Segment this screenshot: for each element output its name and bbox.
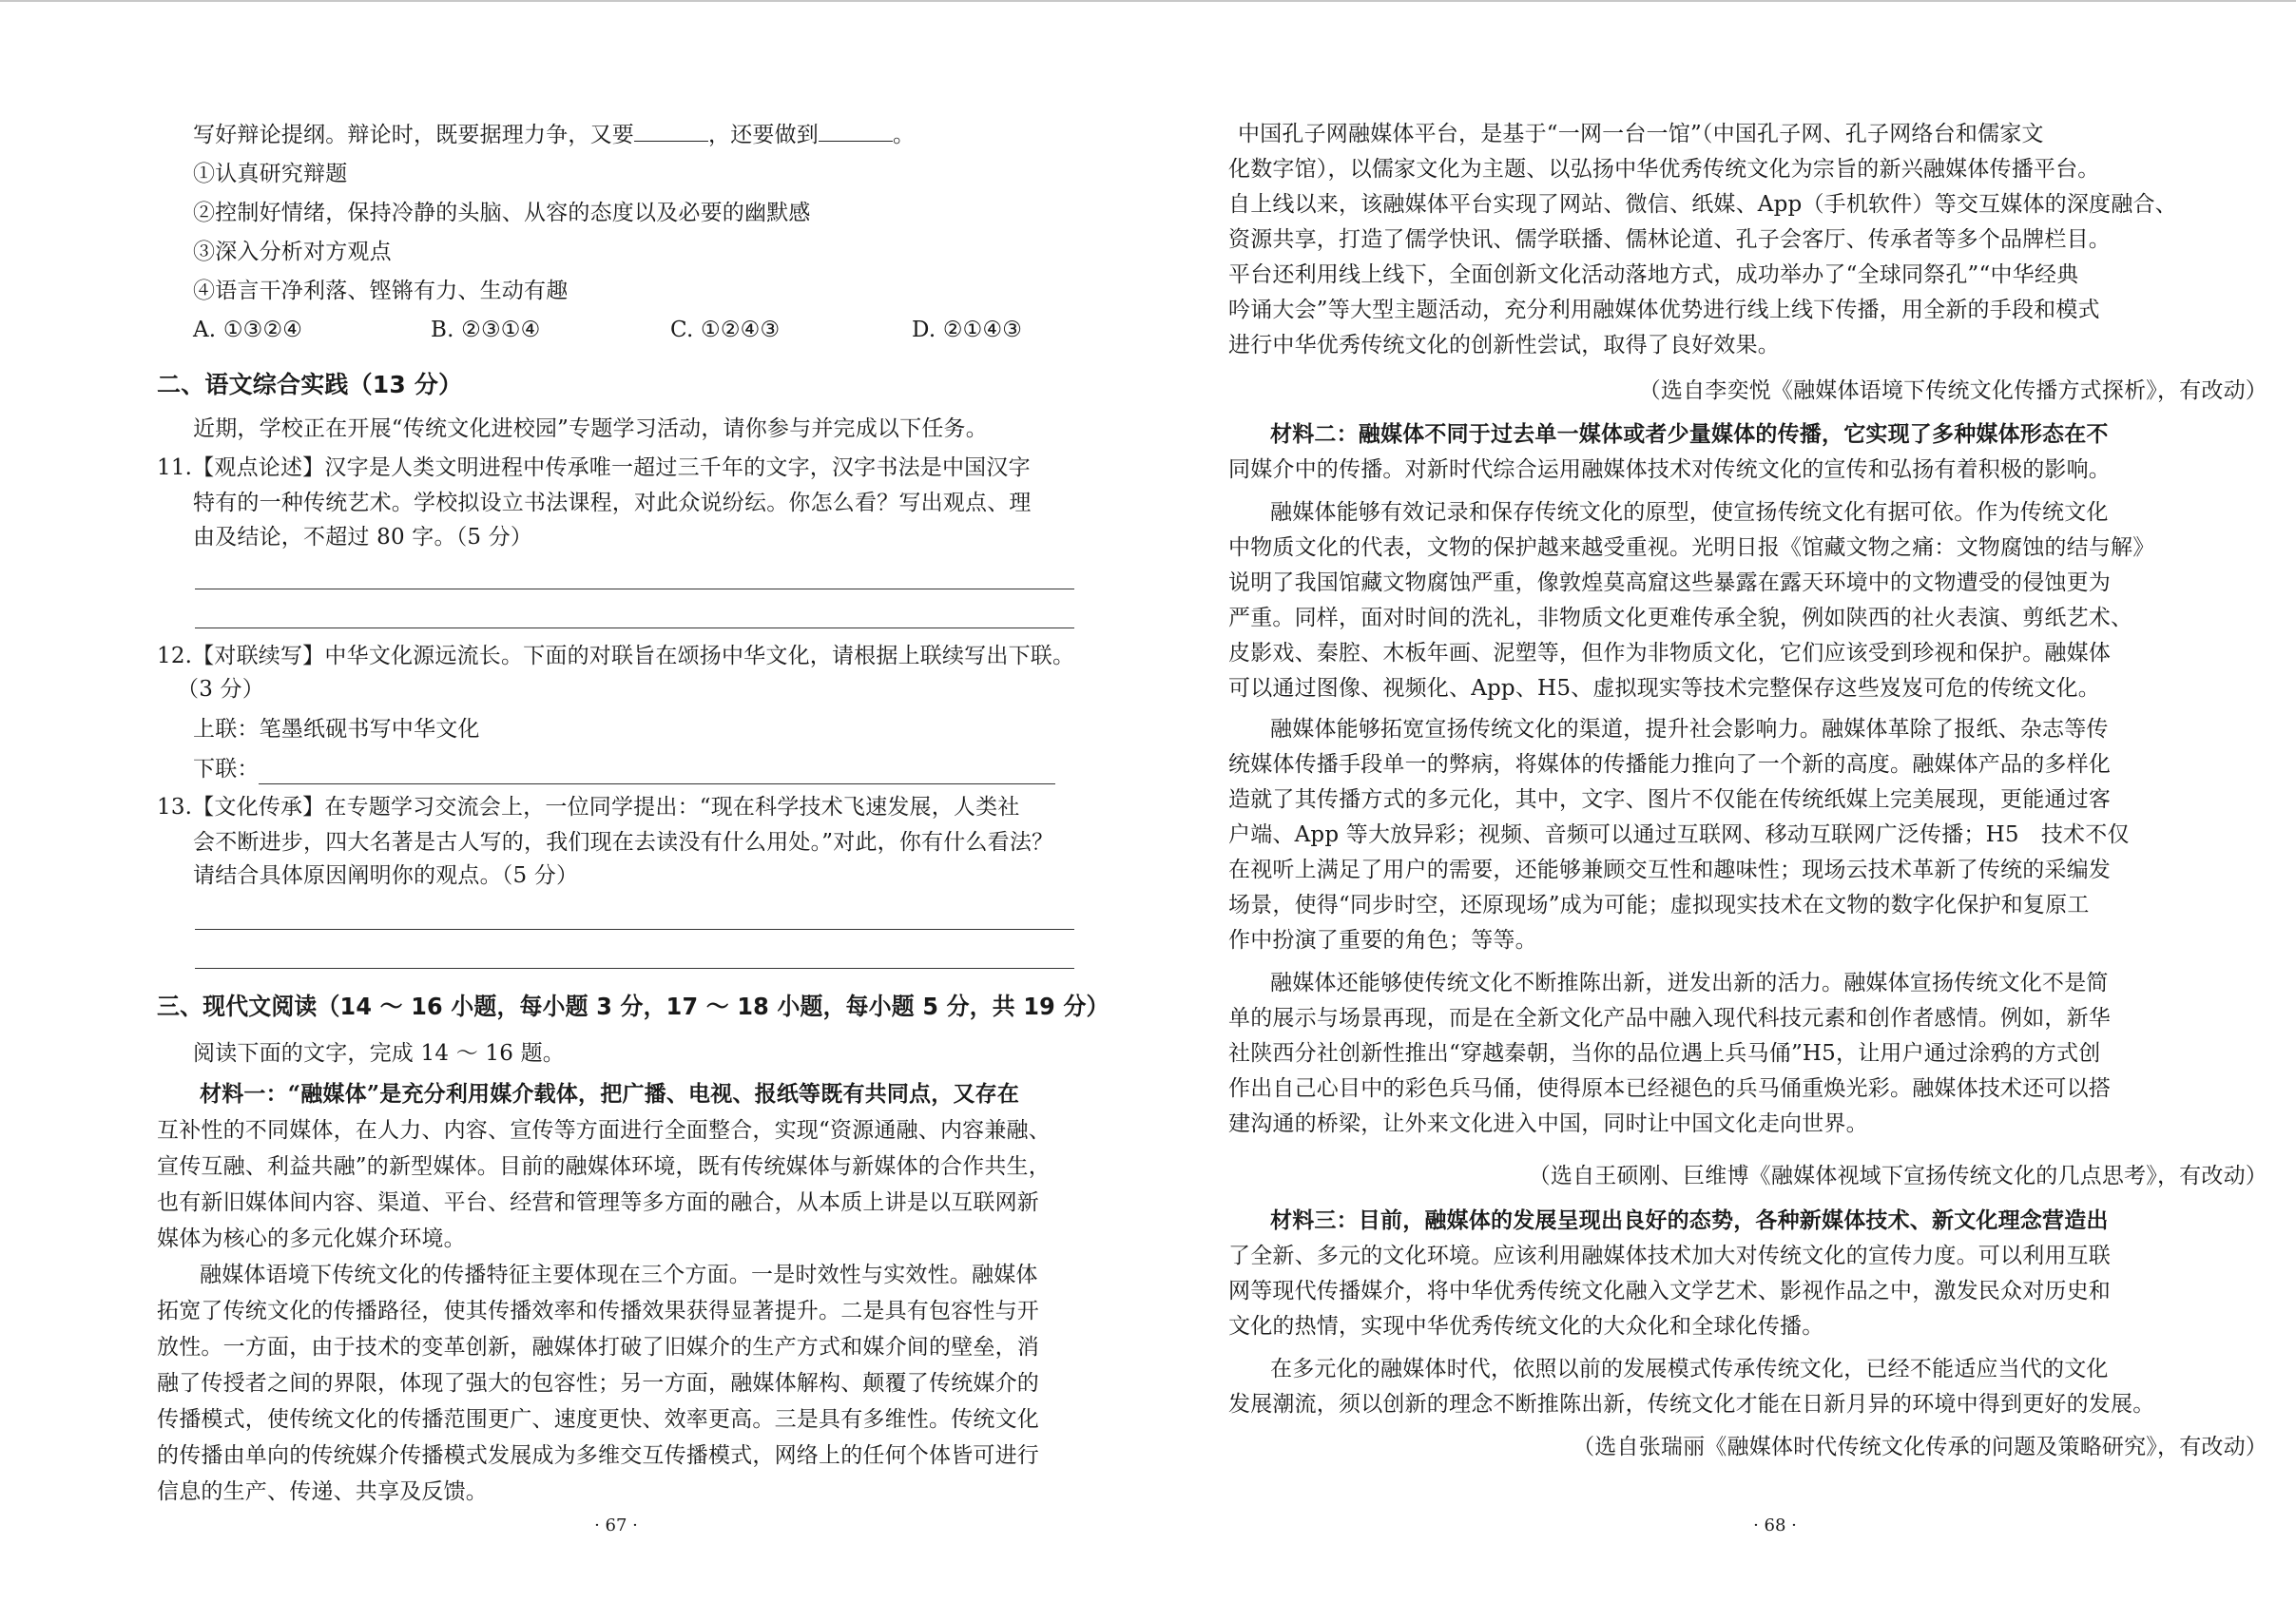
material-1-line: 宣传互融、利益共融”的新型媒体。目前的融媒体环境，既有传统媒体与新媒体的合作共生， bbox=[157, 1154, 1051, 1179]
material-1-line: 互补性的不同媒体，在人力、内容、宣传等方面进行全面整合，实现“资源通融、内容兼融、 bbox=[157, 1118, 1051, 1143]
q13-line: 请结合具体原因阐明你的观点。（5 分） bbox=[193, 863, 579, 888]
material-1-line: 拓宽了传统文化的传播路径，使其传播效率和传播效果获得显著提升。二是具有包容性与开 bbox=[157, 1299, 1039, 1323]
material-3-line bbox=[1270, 1207, 2109, 1235]
material-2-line: 建沟通的桥梁，让外来文化进入中国，同时让中国文化走向世界。 bbox=[1228, 1111, 1868, 1136]
section-2-title: 二、语文综合实践（13 分） bbox=[157, 371, 463, 398]
material-3-text: 材料三：目前，融媒体的发展呈现出良好的态势，各种新媒体技术、新文化理念营造出 bbox=[1270, 1207, 2109, 1233]
material-1-line: 媒体为核心的多元化媒介环境。 bbox=[157, 1226, 466, 1251]
material-2-line: 融媒体能够拓宽宣扬传统文化的渠道，提升社会影响力。融媒体革除了报纸、杂志等传 bbox=[1270, 717, 2109, 742]
material-1-line: 传播模式，使传统文化的传播范围更广、速度更快、效率更高。三是具有多维性。传统文化 bbox=[157, 1407, 1039, 1432]
q13-line: 会不断进步，四大名著是古人写的，我们现在去读没有什么用处。”对此，你有什么看法？ bbox=[193, 830, 1054, 855]
q10-stem bbox=[193, 121, 915, 149]
answer-blank[interactable] bbox=[634, 122, 708, 142]
material-2-line bbox=[1270, 420, 2109, 449]
material-3-line: 在多元化的融媒体时代，依照以前的发展模式传承传统文化，已经不能适应当代的文化 bbox=[1270, 1357, 2109, 1381]
material-1-line: 融了传授者之间的界限，体现了强大的包容性；另一方面，融媒体解构、颠覆了传统媒介的 bbox=[157, 1371, 1039, 1396]
source-note-2: （选自王硕刚、巨维博《融媒体视域下宣扬传统文化的几点思考》，有改动） bbox=[1528, 1164, 2267, 1188]
q11-line: 特有的一种传统艺术。学校拟设立书法课程，对此众说纷纭。你怎么看？写出观点、理 bbox=[193, 491, 1032, 515]
source-note-3: （选自张瑞丽《融媒体时代传统文化传承的问题及策略研究》，有改动） bbox=[1572, 1435, 2267, 1459]
material-2-text: 材料二：融媒体不同于过去单一媒体或者少量媒体的传播，它实现了多种媒体形态在不 bbox=[1270, 421, 2109, 447]
material-1-cont-line: 中国孔子网融媒体平台，是基于“一网一台一馆”（中国孔子网、孔子网络台和儒家文 bbox=[1238, 122, 2044, 146]
material-2-line: 中物质文化的代表，文物的保护越来越受重视。光明日报《馆藏文物之痛：文物腐蚀的结与解》 bbox=[1228, 535, 2155, 560]
material-3-line: 了全新、多元的文化环境。应该利用融媒体技术加大对传统文化的宣传力度。可以利用互联 bbox=[1228, 1244, 2111, 1268]
q10-stem-mid: ，还要做到 bbox=[708, 123, 819, 147]
material-1-line: 也有新旧媒体间内容、渠道、平台、经营和管理等多方面的融合，从本质上讲是以互联网新 bbox=[157, 1190, 1039, 1215]
material-1-line: 融媒体语境下传统文化的传播特征主要体现在三个方面。一是时效性与实效性。融媒体 bbox=[200, 1263, 1038, 1287]
material-1-line: 放性。一方面，由于技术的变革创新，融媒体打破了旧媒介的生产方式和媒介间的壁垒，消 bbox=[157, 1335, 1039, 1360]
page-number: · 67 · bbox=[594, 1516, 638, 1535]
material-1-cont-line: 平台还利用线上线下，全面创新文化活动落地方式，成功举办了“全球同祭孔”“中华经典 bbox=[1228, 262, 2079, 287]
material-2-line: 皮影戏、秦腔、木板年画、泥塑等，但作为非物质文化，它们应该受到珍视和保护。融媒体 bbox=[1228, 641, 2111, 666]
q12-line: 12.【对联续写】中华文化源远流长。下面的对联旨在颂扬中华文化，请根据上联续写出下联。 bbox=[157, 644, 1075, 668]
answer-blank[interactable] bbox=[819, 122, 893, 142]
material-2-line: 场景，使得“同步时空，还原现场”成为可能；虚拟现实技术在文物的数字化保护和复原工 bbox=[1228, 893, 2090, 917]
material-1-line bbox=[200, 1080, 1019, 1109]
material-1-cont-line: 吟诵大会”等大型主题活动，充分利用融媒体优势进行线上线下传播，用全新的手段和模式 bbox=[1228, 298, 2100, 322]
q12-score: （3 分） bbox=[177, 677, 264, 702]
material-2-line: 同媒介中的传播。对新时代综合运用融媒体技术对传统文化的宣传和弘扬有着积极的影响。 bbox=[1228, 457, 2111, 482]
answer-line[interactable] bbox=[195, 929, 1074, 930]
q10-item-4: ④语言干净利落、铿锵有力、生动有趣 bbox=[193, 279, 569, 303]
q10-item-1: ①认真研究辩题 bbox=[193, 162, 348, 186]
option-b[interactable]: B. ②③①④ bbox=[431, 318, 541, 342]
q13-line: 13.【文化传承】在专题学习交流会上，一位同学提出：“现在科学技术飞速发展，人类社 bbox=[157, 795, 1020, 820]
source-note-1: （选自李奕悦《融媒体语境下传统文化传播方式探析》，有改动） bbox=[1638, 378, 2267, 403]
option-d[interactable]: D. ②①④③ bbox=[912, 318, 1023, 342]
material-3-line: 网等现代传播媒介，将中华优秀传统文化融入文学艺术、影视作品之中，激发民众对历史和 bbox=[1228, 1279, 2111, 1303]
material-2-line: 户端、App 等大放异彩；视频、音频可以通过互联网、移动互联网广泛传播；H5 技术不仅 bbox=[1228, 822, 2130, 847]
q10-item-3: ③深入分析对方观点 bbox=[193, 240, 392, 264]
q10-item-2: ②控制好情绪，保持冷静的头脑、从容的态度以及必要的幽默感 bbox=[193, 201, 811, 225]
material-2-line: 作中扮演了重要的角色；等等。 bbox=[1228, 928, 1537, 953]
section-2-intro: 近期，学校正在开展“传统文化进校园”专题学习活动，请你参与并完成以下任务。 bbox=[193, 416, 988, 441]
material-2-line: 统媒体传播手段单一的弊病，将媒体的传播能力推向了一个新的高度。融媒体产品的多样化 bbox=[1228, 752, 2111, 777]
q10-stem-end: 。 bbox=[893, 123, 916, 147]
answer-line[interactable] bbox=[259, 783, 1055, 784]
option-a[interactable]: A. ①③②④ bbox=[193, 318, 303, 342]
section-3-title: 三、现代文阅读（14 ～ 16 小题，每小题 3 分，17 ～ 18 小题，每小题 5 分，共 19 分） bbox=[157, 993, 1109, 1020]
material-2-line: 社陕西分社创新性推出“穿越秦朝，当你的品位遇上兵马俑”H5，让用户通过涂鸦的方式创 bbox=[1228, 1041, 2101, 1066]
q10-options bbox=[193, 316, 1022, 344]
option-c[interactable]: C. ①②④③ bbox=[670, 318, 781, 342]
material-2-line: 可以通过图像、视频化、App、H5、虚拟现实等技术完整保存这些岌岌可危的传统文化。 bbox=[1228, 676, 2100, 701]
material-2-line: 融媒体还能够使传统文化不断推陈出新，迸发出新的活力。融媒体宣扬传统文化不是简 bbox=[1270, 971, 2109, 995]
q12-lower-couplet-label: 下联： bbox=[193, 757, 260, 782]
material-2-line: 融媒体能够有效记录和保存传统文化的原型，使宣扬传统文化有据可依。作为传统文化 bbox=[1270, 500, 2109, 525]
material-2-line: 造就了其传播方式的多元化，其中，文字、图片不仅能在传统纸媒上完美展现，更能通过客 bbox=[1228, 787, 2111, 812]
q10-stem-text: 写好辩论提纲。辩论时，既要据理力争，又要 bbox=[193, 123, 634, 147]
material-1-line: 的传播由单向的传统媒介传播模式发展成为多维交互传播模式，网络上的任何个体皆可进行 bbox=[157, 1443, 1039, 1468]
q11-line: 11.【观点论述】汉字是人类文明进程中传承唯一超过三千年的文字，汉字书法是中国汉字 bbox=[157, 455, 1031, 480]
material-3-line: 发展潮流，须以创新的理念不断推陈出新，传统文化才能在日新月异的环境中得到更好的发展。 bbox=[1228, 1392, 2155, 1417]
section-3-intro: 阅读下面的文字，完成 14 ～ 16 题。 bbox=[193, 1041, 565, 1066]
material-1-cont-line: 资源共享，打造了儒学快讯、儒学联播、儒林论道、孔子会客厅、传承者等多个品牌栏目。 bbox=[1228, 227, 2111, 252]
material-2-line: 单的展示与场景再现，而是在全新文化产品中融入现代科技元素和创作者感情。例如，新华 bbox=[1228, 1006, 2111, 1031]
material-2-line: 作出自己心目中的彩色兵马俑，使得原本已经褪色的兵马俑重焕光彩。融媒体技术还可以搭 bbox=[1228, 1076, 2111, 1101]
material-1-line: 信息的生产、传递、共享及反馈。 bbox=[157, 1479, 488, 1504]
material-1-text: 材料一：“融媒体”是充分利用媒介载体，把广播、电视、报纸等既有共同点，又存在 bbox=[200, 1081, 1020, 1107]
answer-line[interactable] bbox=[195, 968, 1074, 969]
material-1-cont-line: 自上线以来，该融媒体平台实现了网站、微信、纸媒、App（手机软件）等交互媒体的深度融合、 bbox=[1228, 192, 2177, 217]
material-2-line: 严重。同样，面对时间的洗礼，非物质文化更难传承全貌，例如陕西的社火表演、剪纸艺术、 bbox=[1228, 606, 2133, 630]
page-number: · 68 · bbox=[1753, 1516, 1797, 1535]
q12-upper-couplet: 上联：笔墨纸砚书写中华文化 bbox=[193, 717, 480, 742]
material-1-cont-line: 进行中华优秀传统文化的创新性尝试，取得了良好效果。 bbox=[1228, 333, 1780, 357]
q11-line: 由及结论，不超过 80 字。（5 分） bbox=[193, 525, 533, 550]
material-2-line: 在视听上满足了用户的需要，还能够兼顾交互性和趣味性；现场云技术革新了传统的采编发 bbox=[1228, 858, 2111, 882]
material-1-cont-line: 化数字馆），以儒家文化为主题、以弘扬中华优秀传统文化为宗旨的新兴融媒体传播平台。 bbox=[1228, 157, 2100, 182]
page-68 bbox=[1148, 0, 2296, 1622]
material-2-line: 说明了我国馆藏文物腐蚀严重，像敦煌莫高窟这些暴露在露天环境中的文物遭受的侵蚀更为 bbox=[1228, 570, 2111, 595]
material-3-line: 文化的热情，实现中华优秀传统文化的大众化和全球化传播。 bbox=[1228, 1314, 1824, 1339]
